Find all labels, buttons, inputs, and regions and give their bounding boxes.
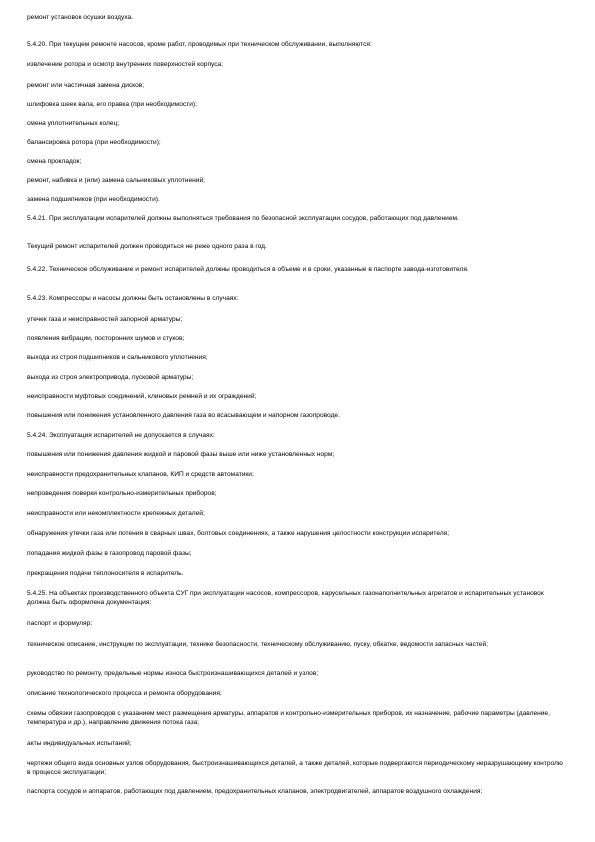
clause-5-4-24: 5.4.24. Эксплуатация испарителей не допускается в случаях: [27, 432, 215, 439]
list-item: руководство по ремонту, предельные нормы износа быстроизнашивающихся деталей и узлов; [27, 670, 319, 677]
clause-5-4-21: 5.4.21. При эксплуатации испарителей должны выполняться требования по безопасной эксплуатации сосудов, работающих под давлением. [27, 215, 459, 222]
list-item: схемы обвязки газопроводов с указанием мест размещения арматуры, аппаратов и контрольно-измерительных приборов, их назначение, рабочие параметры (давление, температура и др.), направление движения потока газа; [27, 710, 550, 726]
list-item: акты индивидуальных испытаний; [27, 740, 132, 747]
list-item: ремонт или частичная замена дисков; [27, 82, 145, 89]
list-item: паспорт и формуляр; [27, 620, 93, 627]
list-item: смена прокладок; [27, 158, 82, 165]
list-item: чертежи общего вида основных узлов оборудования, быстроизнашивающихся деталей, а также деталей, которые подвергаются периодическому неразрушающему контролю в процессе эксплуатации; [27, 760, 563, 776]
clause-5-4-22: 5.4.22. Техническое обслуживание и ремонт испарителей должны проводиться в объеме и в сроки, указанные в паспорте завода-изготовителя. [27, 266, 469, 273]
clause-5-4-20: 5.4.20. При текущем ремонте насосов, кроме работ, проводимых при техническом обслуживании, выполняются: [27, 41, 372, 48]
paragraph: ремонт установок осушки воздуха. [27, 14, 133, 21]
list-item: шлифовка шеек вала, его правка (при необходимости); [27, 101, 197, 108]
clause-5-4-23: 5.4.23. Компрессоры и насосы должны быть остановлены в случаях: [27, 295, 239, 302]
list-item: ремонт, набивка и (или) замена сальниковых уплотнений; [27, 177, 205, 184]
list-item: неисправности предохранительных клапанов, КИП и средств автоматики; [27, 471, 254, 478]
list-item: неисправности или некомплектности крепежных деталей; [27, 510, 205, 517]
list-item: описание технологического процесса и ремонта оборудования; [27, 690, 222, 697]
list-item: техническое описание, инструкции по эксплуатации, технике безопасности, техническому обслуживанию, пуску, обкатке, ведомости запасных частей; [27, 641, 488, 648]
list-item: выхода из строя электропривода, пусковой арматуры; [27, 374, 194, 381]
list-item: балансировка ротора (при необходимости); [27, 139, 161, 146]
clause-5-4-25: 5.4.25. На объектах производственного объекта СУГ при эксплуатации насосов, компрессоров, карусельных газонаполнительных агрегатов и испарительных установок должна быть оформлена документация: [27, 590, 544, 606]
list-item: неисправности муфтовых соединений, клиновых ремней и их ограждений; [27, 393, 257, 400]
list-item: непроведения поверки контрольно-измерительных приборов; [27, 490, 217, 497]
list-item: замена подшипников (при необходимости). [27, 196, 160, 203]
list-item: прекращения подачи теплоносителя в испаритель. [27, 570, 184, 577]
list-item: смена уплотнительных колец; [27, 120, 120, 127]
list-item: повышения или понижения установленного давления газа во всасывающем и напорном газопроводе. [27, 412, 340, 419]
list-item: попадания жидкой фазы в газопровод паровой фазы; [27, 550, 192, 557]
list-item: утечек газа и неисправностей запорной арматуры; [27, 316, 183, 323]
list-item: выхода из строя подшипников и сальникового уплотнения; [27, 354, 208, 361]
list-item: паспорта сосудов и аппаратов, работающих под давлением, предохранительных клапанов, электродвигателей, аппаратов воздушного охлаждения; [27, 788, 483, 795]
list-item: извлечение ротора и осмотр внутренних поверхностей корпуса; [27, 61, 224, 68]
list-item: повышения или понижения давления жидкой и паровой фазы выше или ниже установленных норм; [27, 451, 335, 458]
paragraph: Текущий ремонт испарителей должен проводиться не реже одного раза в год. [27, 243, 267, 250]
list-item: обнаружения утечки газа или потения в сварных швах, болтовых соединениях, а также нарушения целостности конструкции испарителя; [27, 530, 450, 537]
list-item: появления вибрации, посторонних шумов и стуков; [27, 335, 185, 342]
